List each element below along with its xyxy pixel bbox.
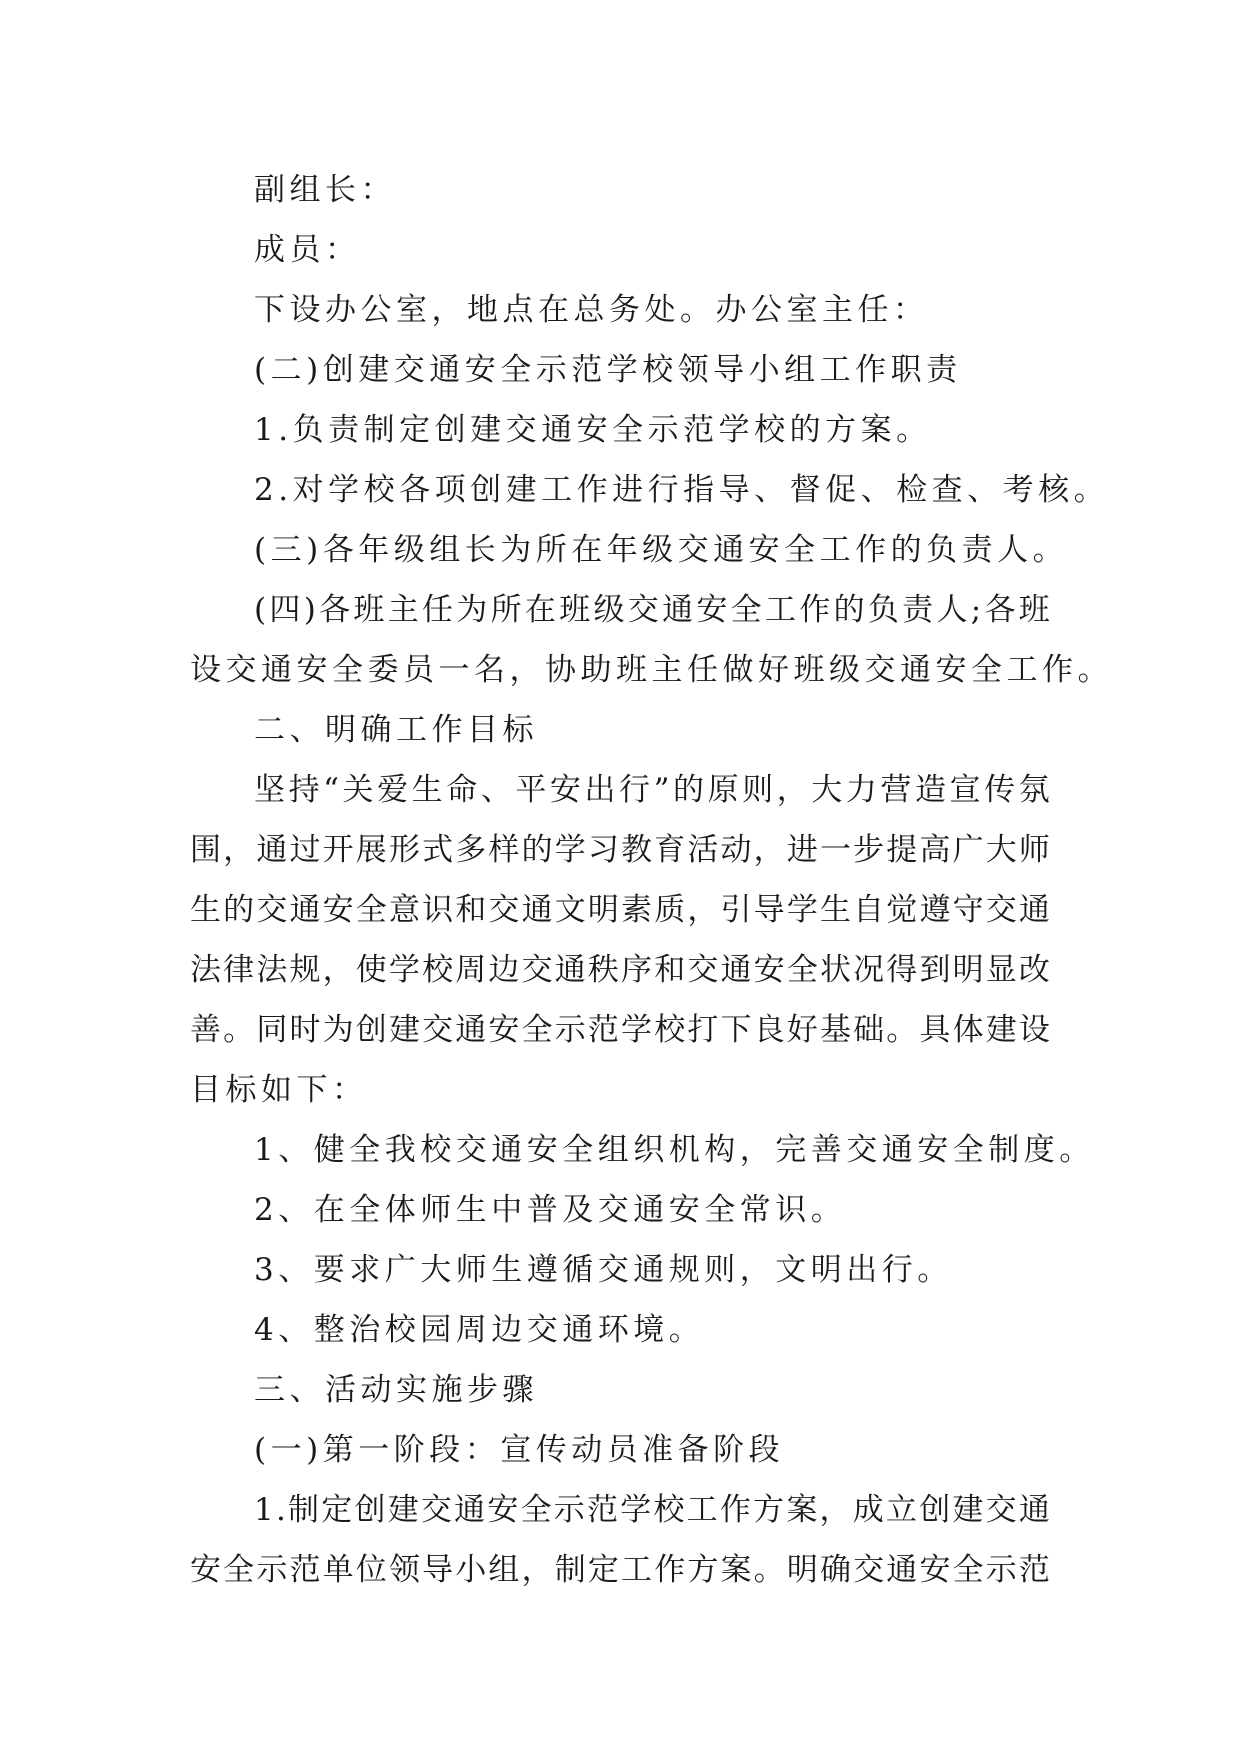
paragraph-line: 安 全 示 范 单 位 领 导 小 组 ， 制 定 工 作 方 案 。 明 确 交 通 安 全 示 范 xyxy=(190,1552,1050,1588)
list-item: 2.对学校各项创建工作进行指导、督促、检查、考核。 xyxy=(254,472,1110,508)
list-item: 1、健全我校交通安全组织机构，完善交通安全制度。 xyxy=(254,1132,1095,1168)
list-item: 1 . 制 定 创 建 交 通 安 全 示 范 学 校 工 作 方 案 ， 成 立 创 建 交 通 xyxy=(254,1492,1050,1528)
section-heading: 三、活动实施步骤 xyxy=(254,1372,538,1408)
section-heading: 二、明确工作目标 xyxy=(254,712,538,748)
paragraph-line: 生 的 交 通 安 全 意 识 和 交 通 文 明 素 质 ， 引 导 学 生 自 觉 遵 守 交 通 xyxy=(190,892,1050,928)
paragraph-line: 坚 持 “ 关 爱 生 命 、 平 安 出 行 ” 的 原 则 ， 大 力 营 造 宣 传 氛 xyxy=(254,772,1050,808)
list-item: 4、整治校园周边交通环境。 xyxy=(254,1312,705,1348)
list-item: 1.负责制定创建交通安全示范学校的方案。 xyxy=(254,412,932,448)
section-heading: (一)第一阶段：宣传动员准备阶段 xyxy=(254,1432,785,1468)
paragraph-line: 目标如下： xyxy=(190,1072,368,1108)
paragraph-line: 法 律 法 规 ， 使 学 校 周 边 交 通 秩 序 和 交 通 安 全 状 况 得 到 明 显 改 xyxy=(190,952,1050,988)
paragraph-line: 成员： xyxy=(254,232,361,268)
section-heading: ( 四 ) 各 班 主 任 为 所 在 班 级 交 通 安 全 工 作 的 负 责 人 ; 各 班 xyxy=(254,592,1050,628)
section-heading: (三)各年级组长为所在年级交通安全工作的负责人。 xyxy=(254,532,1069,568)
paragraph-line: 善 。 同 时 为 创 建 交 通 安 全 示 范 学 校 打 下 良 好 基 础 。 具 体 建 设 xyxy=(190,1012,1050,1048)
paragraph-line: 设交通安全委员一名，协助班主任做好班级交通安全工作。 xyxy=(190,652,1113,688)
paragraph-line: 围 ， 通 过 开 展 形 式 多 样 的 学 习 教 育 活 动 ， 进 一 步 提 高 广 大 师 xyxy=(190,832,1050,868)
document-body xyxy=(190,160,1113,1600)
paragraph-line: 副组长： xyxy=(254,172,396,208)
list-item: 2、在全体师生中普及交通安全常识。 xyxy=(254,1192,847,1228)
section-heading: (二)创建交通安全示范学校领导小组工作职责 xyxy=(254,352,962,388)
list-item: 3、要求广大师生遵循交通规则，文明出行。 xyxy=(254,1252,953,1288)
paragraph-line: 下设办公室，地点在总务处。办公室主任： xyxy=(254,292,929,328)
